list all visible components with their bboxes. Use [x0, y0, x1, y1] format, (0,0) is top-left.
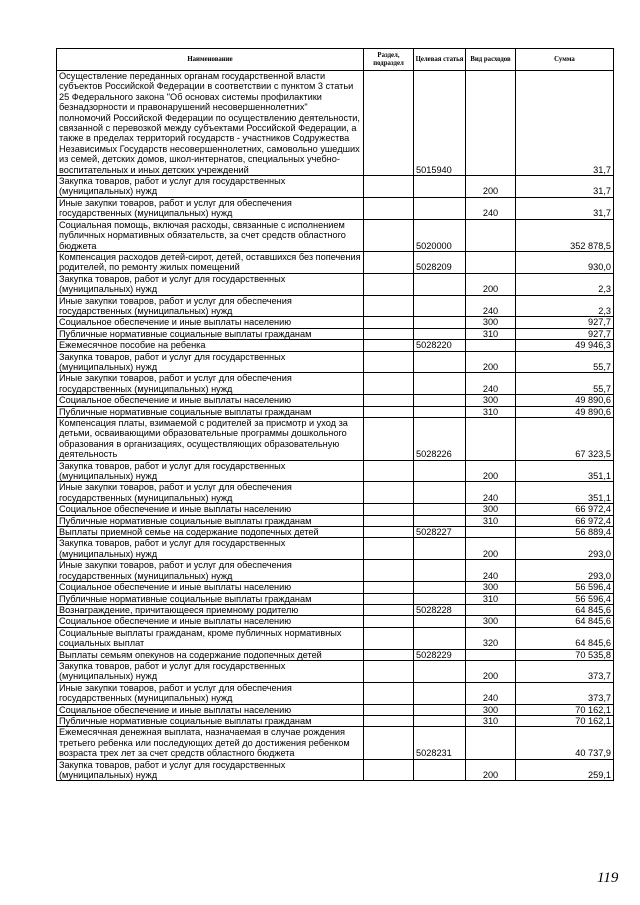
cell-sum: 351,1 — [516, 460, 614, 482]
cell-article — [414, 373, 466, 395]
cell-article: 5028231 — [414, 727, 466, 759]
header-kind: Вид расходов — [466, 49, 516, 71]
cell-sum: 66 972,4 — [516, 504, 614, 515]
cell-kind: 310 — [466, 328, 516, 339]
cell-sum: 66 972,4 — [516, 515, 614, 526]
cell-name: Социальное обеспечение и иные выплаты населению — [57, 504, 364, 515]
cell-sum: 70 535,8 — [516, 649, 614, 660]
cell-section — [364, 197, 414, 219]
cell-section — [364, 251, 414, 273]
cell-kind: 240 — [466, 295, 516, 317]
cell-section — [364, 704, 414, 715]
cell-sum: 259,1 — [516, 759, 614, 781]
cell-kind: 200 — [466, 351, 516, 373]
table-row — [57, 197, 614, 219]
cell-name: Публичные нормативные социальные выплаты гражданам — [57, 593, 364, 604]
cell-kind: 310 — [466, 515, 516, 526]
cell-section — [364, 273, 414, 295]
cell-sum: 31,7 — [516, 197, 614, 219]
table-row — [57, 649, 614, 660]
cell-kind: 300 — [466, 504, 516, 515]
cell-name: Социальная помощь, включая расходы, связанные с исполнением публичных нормативных обязательств, за счет средств областного бюджета — [57, 219, 364, 251]
table-row — [57, 515, 614, 526]
cell-article — [414, 704, 466, 715]
cell-section — [364, 504, 414, 515]
cell-name: Ежемесячная денежная выплата, назначаемая в случае рождения третьего ребенка или последующих детей до достижения ребенком возраста трех лет за счет средств областного бюджета — [57, 727, 364, 759]
cell-name: Закупка товаров, работ и услуг для государственных (муниципальных) нужд — [57, 460, 364, 482]
cell-name: Иные закупки товаров, работ и услуг для обеспечения государственных (муниципальных) нужд — [57, 373, 364, 395]
cell-sum: 373,7 — [516, 682, 614, 704]
cell-sum: 56 596,4 — [516, 593, 614, 604]
cell-name: Закупка товаров, работ и услуг для государственных (муниципальных) нужд — [57, 660, 364, 682]
cell-article — [414, 593, 466, 604]
cell-name: Социальное обеспечение и иные выплаты населению — [57, 317, 364, 328]
cell-sum: 373,7 — [516, 660, 614, 682]
cell-section — [364, 328, 414, 339]
cell-kind — [466, 604, 516, 615]
cell-article — [414, 197, 466, 219]
cell-section — [364, 660, 414, 682]
header-name: Наименование — [57, 49, 364, 71]
cell-article — [414, 682, 466, 704]
cell-kind: 200 — [466, 538, 516, 560]
cell-section — [364, 604, 414, 615]
cell-section — [364, 515, 414, 526]
cell-name: Закупка товаров, работ и услуг для государственных (муниципальных) нужд — [57, 351, 364, 373]
cell-section — [364, 527, 414, 538]
table-row — [57, 328, 614, 339]
table-row — [57, 727, 614, 759]
cell-kind: 240 — [466, 560, 516, 582]
cell-sum: 56 889,4 — [516, 527, 614, 538]
cell-sum: 49 890,6 — [516, 395, 614, 406]
cell-article — [414, 460, 466, 482]
table-row — [57, 273, 614, 295]
cell-sum: 67 323,5 — [516, 418, 614, 461]
cell-article — [414, 328, 466, 339]
table-row — [57, 759, 614, 781]
table-row — [57, 340, 614, 351]
cell-section — [364, 71, 414, 176]
cell-article: 5028227 — [414, 527, 466, 538]
cell-section — [364, 295, 414, 317]
cell-kind — [466, 251, 516, 273]
cell-article: 5028226 — [414, 418, 466, 461]
cell-sum: 49 890,6 — [516, 406, 614, 417]
page-number: 119 — [597, 870, 619, 886]
cell-section — [364, 317, 414, 328]
cell-name: Публичные нормативные социальные выплаты гражданам — [57, 515, 364, 526]
cell-kind: 240 — [466, 682, 516, 704]
table-row — [57, 682, 614, 704]
cell-sum: 352 878,5 — [516, 219, 614, 251]
cell-name: Социальное обеспечение и иные выплаты населению — [57, 582, 364, 593]
cell-article — [414, 616, 466, 627]
cell-kind: 200 — [466, 460, 516, 482]
cell-kind: 300 — [466, 317, 516, 328]
table-row — [57, 660, 614, 682]
table-row — [57, 504, 614, 515]
cell-name: Публичные нормативные социальные выплаты гражданам — [57, 406, 364, 417]
cell-section — [364, 727, 414, 759]
cell-sum: 55,7 — [516, 351, 614, 373]
cell-article — [414, 627, 466, 649]
cell-sum: 70 162,1 — [516, 715, 614, 726]
cell-article: 5028209 — [414, 251, 466, 273]
cell-sum: 31,7 — [516, 176, 614, 198]
cell-article — [414, 406, 466, 417]
table-row — [57, 373, 614, 395]
cell-sum: 2,3 — [516, 273, 614, 295]
table-row — [57, 176, 614, 198]
cell-name: Закупка товаров, работ и услуг для государственных (муниципальных) нужд — [57, 538, 364, 560]
cell-article — [414, 317, 466, 328]
cell-sum: 70 162,1 — [516, 704, 614, 715]
table-row — [57, 527, 614, 538]
cell-article: 5028220 — [414, 340, 466, 351]
cell-kind: 240 — [466, 373, 516, 395]
cell-kind: 300 — [466, 704, 516, 715]
cell-kind — [466, 340, 516, 351]
cell-sum: 927,7 — [516, 317, 614, 328]
cell-kind: 310 — [466, 406, 516, 417]
cell-kind: 200 — [466, 759, 516, 781]
cell-section — [364, 649, 414, 660]
cell-article — [414, 660, 466, 682]
table-row — [57, 704, 614, 715]
header-section: Раздел, подраздел — [364, 49, 414, 71]
cell-section — [364, 418, 414, 461]
cell-section — [364, 395, 414, 406]
cell-sum: 293,0 — [516, 560, 614, 582]
cell-sum: 293,0 — [516, 538, 614, 560]
cell-sum: 40 737,9 — [516, 727, 614, 759]
cell-name: Закупка товаров, работ и услуг для государственных (муниципальных) нужд — [57, 273, 364, 295]
table-row — [57, 538, 614, 560]
table-row — [57, 351, 614, 373]
cell-name: Выплаты приемной семье на содержание подопечных детей — [57, 527, 364, 538]
cell-name: Публичные нормативные социальные выплаты гражданам — [57, 328, 364, 339]
cell-article: 5028228 — [414, 604, 466, 615]
cell-article — [414, 295, 466, 317]
cell-section — [364, 482, 414, 504]
cell-kind — [466, 527, 516, 538]
cell-article: 5020000 — [414, 219, 466, 251]
cell-sum: 351,1 — [516, 482, 614, 504]
table-row — [57, 406, 614, 417]
cell-name: Иные закупки товаров, работ и услуг для обеспечения государственных (муниципальных) нужд — [57, 295, 364, 317]
table-row — [57, 71, 614, 176]
cell-kind — [466, 71, 516, 176]
cell-section — [364, 582, 414, 593]
cell-section — [364, 682, 414, 704]
cell-section — [364, 538, 414, 560]
cell-name: Социальные выплаты гражданам, кроме публичных нормативных социальных выплат — [57, 627, 364, 649]
cell-kind: 300 — [466, 582, 516, 593]
table-row — [57, 616, 614, 627]
header-sum: Сумма — [516, 49, 614, 71]
cell-name: Выплаты семьям опекунов на содержание подопечных детей — [57, 649, 364, 660]
table-row — [57, 715, 614, 726]
cell-kind — [466, 727, 516, 759]
cell-kind: 320 — [466, 627, 516, 649]
cell-section — [364, 759, 414, 781]
table-row — [57, 395, 614, 406]
cell-article — [414, 582, 466, 593]
cell-article: 5015940 — [414, 71, 466, 176]
cell-article — [414, 351, 466, 373]
cell-section — [364, 593, 414, 604]
cell-section — [364, 340, 414, 351]
table-row — [57, 251, 614, 273]
cell-kind: 240 — [466, 482, 516, 504]
cell-kind: 310 — [466, 715, 516, 726]
cell-kind: 200 — [466, 176, 516, 198]
cell-kind — [466, 219, 516, 251]
table-row — [57, 582, 614, 593]
cell-name: Социальное обеспечение и иные выплаты населению — [57, 704, 364, 715]
cell-sum: 49 946,3 — [516, 340, 614, 351]
cell-kind: 310 — [466, 593, 516, 604]
cell-sum: 64 845,6 — [516, 616, 614, 627]
cell-sum: 927,7 — [516, 328, 614, 339]
cell-name: Ежемесячное пособие на ребенка — [57, 340, 364, 351]
table-row — [57, 460, 614, 482]
cell-sum: 55,7 — [516, 373, 614, 395]
cell-section — [364, 616, 414, 627]
cell-section — [364, 219, 414, 251]
table-row — [57, 560, 614, 582]
cell-article — [414, 273, 466, 295]
cell-name: Компенсация платы, взимаемой с родителей за присмотр и уход за детьми, осваивающими образовательные программы дошкольного образования в организациях, осуществляющих образовательную деятельность — [57, 418, 364, 461]
table-row — [57, 593, 614, 604]
cell-name: Иные закупки товаров, работ и услуг для обеспечения государственных (муниципальных) нужд — [57, 197, 364, 219]
cell-name: Компенсация расходов детей-сирот, детей, оставшихся без попечения родителей, по ремонту жилых помещений — [57, 251, 364, 273]
cell-kind — [466, 418, 516, 461]
cell-section — [364, 460, 414, 482]
cell-sum: 64 845,6 — [516, 627, 614, 649]
header-article: Целевая статья — [414, 49, 466, 71]
cell-name: Закупка товаров, работ и услуг для государственных (муниципальных) нужд — [57, 176, 364, 198]
cell-section — [364, 176, 414, 198]
table-row — [57, 604, 614, 615]
cell-kind: 240 — [466, 197, 516, 219]
cell-sum: 56 596,4 — [516, 582, 614, 593]
cell-name: Иные закупки товаров, работ и услуг для обеспечения государственных (муниципальных) нужд — [57, 482, 364, 504]
cell-name: Социальное обеспечение и иные выплаты населению — [57, 395, 364, 406]
cell-section — [364, 406, 414, 417]
table-header-row — [57, 49, 614, 71]
table-row — [57, 418, 614, 461]
cell-article — [414, 759, 466, 781]
cell-article — [414, 560, 466, 582]
table-row — [57, 219, 614, 251]
cell-name: Закупка товаров, работ и услуг для государственных (муниципальных) нужд — [57, 759, 364, 781]
cell-kind: 200 — [466, 273, 516, 295]
cell-name: Иные закупки товаров, работ и услуг для обеспечения государственных (муниципальных) нужд — [57, 682, 364, 704]
cell-kind: 300 — [466, 616, 516, 627]
cell-article — [414, 504, 466, 515]
cell-article — [414, 515, 466, 526]
cell-section — [364, 560, 414, 582]
cell-section — [364, 715, 414, 726]
cell-section — [364, 351, 414, 373]
cell-article: 5028229 — [414, 649, 466, 660]
cell-sum: 930,0 — [516, 251, 614, 273]
cell-sum: 31,7 — [516, 71, 614, 176]
cell-article — [414, 395, 466, 406]
cell-section — [364, 627, 414, 649]
cell-article — [414, 538, 466, 560]
table-row — [57, 317, 614, 328]
cell-sum: 2,3 — [516, 295, 614, 317]
cell-name: Осуществление переданных органам государственной власти субъектов Российской Федерации в соответствии с пунктом 3 статьи 25 Федерального закона "Об основах системы профилактики безнадзорности и правонарушений несовершеннолетних" полномочий Российской Федерации по осуществлению деятельности, связанной с перевозкой между субъектами Российской Федерации, а также в пределах территорий государств - участников Содружества Независимых Государств несовершеннолетних, самовольно ушедших из семей, детских домов, школ-интернатов, специальных учебно-воспитательных и иных детских учреждений — [57, 71, 364, 176]
cell-kind: 200 — [466, 660, 516, 682]
cell-article — [414, 176, 466, 198]
table-row — [57, 295, 614, 317]
cell-name: Вознаграждение, причитающееся приемному родителю — [57, 604, 364, 615]
cell-name: Социальное обеспечение и иные выплаты населению — [57, 616, 364, 627]
cell-name: Публичные нормативные социальные выплаты гражданам — [57, 715, 364, 726]
cell-sum: 64 845,6 — [516, 604, 614, 615]
cell-article — [414, 482, 466, 504]
cell-name: Иные закупки товаров, работ и услуг для обеспечения государственных (муниципальных) нужд — [57, 560, 364, 582]
table-row — [57, 627, 614, 649]
cell-kind: 300 — [466, 395, 516, 406]
cell-section — [364, 373, 414, 395]
table-body — [57, 71, 614, 781]
budget-table — [56, 48, 614, 781]
cell-kind — [466, 649, 516, 660]
table-row — [57, 482, 614, 504]
cell-article — [414, 715, 466, 726]
